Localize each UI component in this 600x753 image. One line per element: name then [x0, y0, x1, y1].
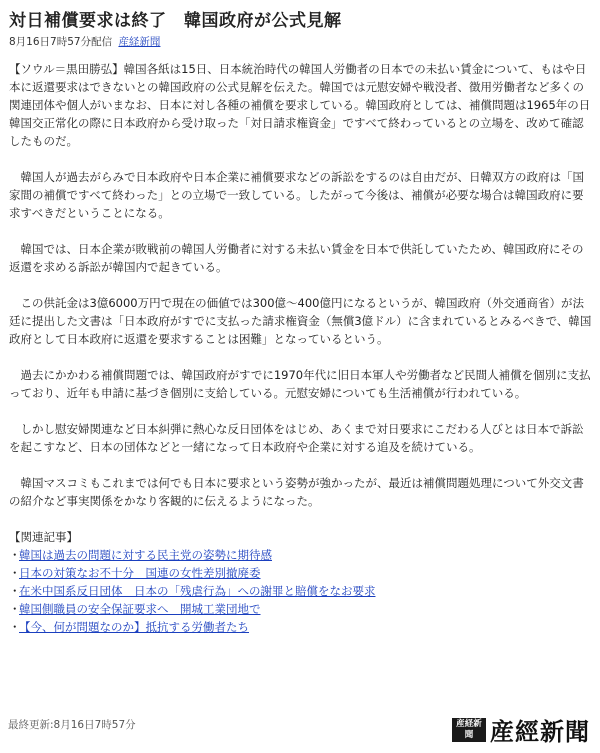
related-articles: [9, 528, 594, 636]
list-item: [9, 582, 594, 600]
bullet: ・: [9, 602, 21, 616]
related-articles-title: 【関連記事】: [9, 530, 78, 544]
bullet: ・: [9, 566, 21, 580]
last-updated: 最終更新:8月16日7時57分: [8, 719, 136, 731]
bullet: ・: [9, 548, 21, 562]
list-item: [9, 546, 594, 564]
article-paragraph: この供託金は3億6000万円で現在の価値では300億～400億円になるというが、韓国政府（外交通商省）が法廷に提出した文書は「日本政府がすでに支払った請求権資金（無償3億ドル）に含まれているとみるべきで、韓国政府として日本政府に返還を要求することは困難」となっているという。: [9, 296, 592, 346]
article-paragraph: しかし慰安婦関連など日本糾弾に熱心な反日団体をはじめ、あくまで対日要求にこだわる人びとは日本で訴訟を起こすなど、日本の団体などと一緒になって日本政府や企業に対する追及を続けている。: [9, 422, 584, 454]
related-article-link[interactable]: 日本の対策なお不十分 国連の女性差別撤廃委: [19, 566, 261, 580]
list-item: [9, 600, 594, 618]
related-articles-list: [9, 546, 594, 636]
article-body: [9, 60, 593, 510]
article-date: 8月16日7時57分配信: [9, 36, 113, 48]
list-item: [9, 618, 594, 636]
bullet: ・: [9, 584, 21, 598]
source-link[interactable]: 産経新聞: [118, 36, 161, 48]
sankei-logo: [452, 712, 590, 747]
sankei-logo-text: 産經新聞: [490, 717, 590, 746]
article-paragraph: 韓国では、日本企業が敗戦前の韓国人労働者に対する未払い賃金を日本で供託していたため、韓国政府にその返還を求める訴訟が韓国内で起きている。: [9, 242, 584, 274]
related-article-link[interactable]: 韓国は過去の問題に対する民主党の姿勢に期待感: [19, 548, 272, 562]
article-paragraph: 過去にかかわる補償問題では、韓国政府がすでに1970年代に旧日本軍人や労働者など民間人補償を個別に支払っており、近年も申請に基づき個別に支給している。元慰安婦についても生活補償が行われている。: [9, 368, 591, 400]
related-article-link[interactable]: 韓国側職員の安全保証要求へ 開城工業団地で: [19, 602, 261, 616]
article-paragraph: 韓国マスコミもこれまでは何でも日本に要求という姿勢が強かったが、最近は補償問題処理について外交文書の紹介など事実関係をかなり客観的に伝えるようになった。: [9, 476, 584, 508]
sankei-logo-mark: 産経新聞: [452, 718, 486, 742]
list-item: [9, 564, 594, 582]
article-headline: 対日補償要求は終了 韓国政府が公式見解: [9, 11, 342, 31]
bullet: ・: [9, 620, 21, 634]
related-article-link[interactable]: 【今、何が問題なのか】抵抗する労働者たち: [19, 620, 249, 634]
article-dateline: [9, 34, 594, 50]
article-paragraph: 韓国人が過去がらみで日本政府や日本企業に補償要求などの訴訟をするのは自由だが、日韓双方の政府は「国家間の補償ですべて終わった」との立場で一致している。したがって今後は、補償が必要な場合は韓国政府に要求すべきだということになる。: [9, 170, 584, 220]
article-paragraph: 【ソウル＝黒田勝弘】韓国各紙は15日、日本統治時代の韓国人労働者の日本での未払い賃金について、もはや日本に返還要求はできないとの韓国政府の公式見解を伝えた。韓国では元慰安婦や戦没者、徴用労働者など多くの関連団体や個人がいまなお、日本に対し各種の補償を要求している。韓国政府としては、補償問題は1965年の日韓国交正常化の際に日本政府から受け取った「対日請求権資金」ですべて終わっているとの立場を、改めて確認したものだ。: [9, 62, 591, 148]
related-article-link[interactable]: 在米中国系反日団体 日本の「残虐行為」への謝罪と賠償をなお要求: [19, 584, 376, 598]
